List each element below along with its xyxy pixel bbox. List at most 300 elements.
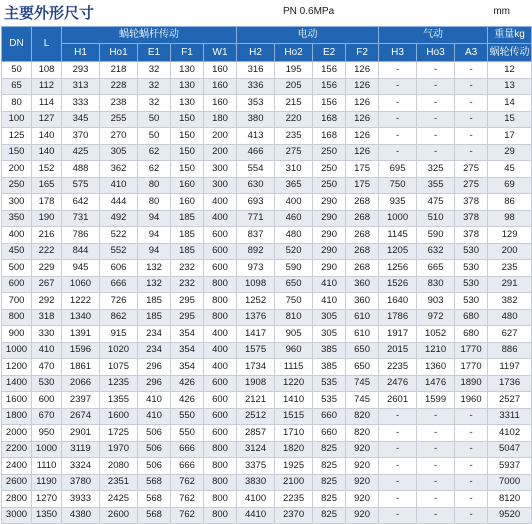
table-cell: 126 [346,62,379,79]
table-cell: 905 [275,326,313,343]
table-cell: 150 [2,144,32,161]
table-cell: 235 [488,260,532,277]
table-cell: 32 [138,78,171,95]
table-cell: 292 [32,293,62,310]
table-cell: 1417 [237,326,275,343]
table-cell: 195 [275,62,313,79]
table-cell: 255 [100,111,138,128]
table-cell: 488 [62,161,100,178]
table-cell: 275 [455,177,488,194]
table-cell: 1020 [100,342,138,359]
table-cell: - [417,144,455,161]
table-cell: 132 [138,276,171,293]
table-cell: 410 [313,276,346,293]
table-cell: 50 [138,111,171,128]
table-cell: 510 [417,210,455,227]
table-cell: 250 [2,177,32,194]
table-cell: 600 [204,392,237,409]
table-cell: 2601 [379,392,417,409]
table-cell: 1908 [237,375,275,392]
table-cell: 800 [204,293,237,310]
table-cell: 3375 [237,458,275,475]
table-cell: 300 [204,177,237,194]
table-cell: 1270 [32,491,62,508]
table-cell: - [417,111,455,128]
table-cell: 470 [32,359,62,376]
table-cell: 305 [313,309,346,326]
table-cell: 745 [346,375,379,392]
table-cell: 3780 [62,474,100,491]
table-cell: 650 [346,359,379,376]
table-cell: 108 [32,62,62,79]
table-cell: 3119 [62,441,100,458]
table-cell: 250 [313,161,346,178]
table-cell: 385 [313,359,346,376]
table-cell: 2235 [379,359,417,376]
table-cell: 310 [275,161,313,178]
table-cell: 234 [138,342,171,359]
table-cell: 94 [138,227,171,244]
table-cell: 506 [138,458,171,475]
table-cell: 2901 [62,425,100,442]
table-cell: 972 [417,309,455,326]
table-cell: 800 [2,309,32,326]
table-row [2,62,532,79]
table-cell: 354 [171,342,204,359]
table-cell: 590 [275,260,313,277]
table-cell: - [455,425,488,442]
table-cell: 522 [100,227,138,244]
table-cell: 568 [138,507,171,524]
table-cell: 2600 [2,474,32,491]
table-cell: 2425 [100,491,138,508]
table-cell: 665 [417,260,455,277]
table-cell: 1360 [417,359,455,376]
table-cell: 17 [488,128,532,145]
table-cell: 650 [346,342,379,359]
table-row [2,375,532,392]
table-cell: 1786 [379,309,417,326]
table-cell: 200 [204,128,237,145]
table-cell: 800 [204,441,237,458]
table-cell: 475 [417,194,455,211]
table-cell: 1000 [2,342,32,359]
table-cell: 385 [313,342,346,359]
table-cell: 1400 [2,375,32,392]
table-cell: 1200 [2,359,32,376]
table-cell: 425 [62,144,100,161]
table-cell: 222 [32,243,62,260]
table-cell: - [455,458,488,475]
table-cell: 50 [138,128,171,145]
table-row [2,243,532,260]
table-cell: 1197 [488,359,532,376]
pressure-rating: PN 0.6MPa [283,6,335,17]
table-cell: 126 [346,128,379,145]
table-cell: - [417,425,455,442]
table-cell: 2800 [2,491,32,508]
table-cell: 1210 [417,342,455,359]
table-cell: 2512 [237,408,275,425]
table-cell: 610 [346,309,379,326]
table-cell: 360 [346,293,379,310]
table-cell: 160 [171,177,204,194]
table-cell: 330 [32,326,62,343]
table-cell: 3933 [62,491,100,508]
table-cell: 200 [2,161,32,178]
table-cell: 1925 [275,458,313,475]
table-cell: 920 [346,507,379,524]
table-cell: 1060 [62,276,100,293]
table-cell: 150 [171,128,204,145]
table-cell: 1600 [100,408,138,425]
table-cell: - [379,441,417,458]
table-cell: 80 [138,177,171,194]
table-cell: 362 [100,161,138,178]
table-cell: 1075 [100,359,138,376]
table-cell: 4380 [62,507,100,524]
table-cell: 290 [313,243,346,260]
table-cell: 2400 [2,458,32,475]
table-cell: 552 [100,243,138,260]
table-cell: 293 [62,62,100,79]
table-cell: 365 [275,177,313,194]
table-row [2,326,532,343]
table-cell: 80 [138,194,171,211]
table-cell: 32 [138,62,171,79]
table-cell: 50 [2,62,32,79]
table-cell: 1970 [100,441,138,458]
table-cell: 378 [455,194,488,211]
table-cell: 3324 [62,458,100,475]
table-row [2,392,532,409]
table-cell: 4100 [237,491,275,508]
table-cell: 506 [138,425,171,442]
table-cell: 800 [204,474,237,491]
table-cell: 1000 [379,210,417,227]
table-cell: 5937 [488,458,532,475]
table-cell: 13 [488,78,532,95]
table-cell: 1710 [275,425,313,442]
table-cell: 275 [275,144,313,161]
table-cell: - [455,441,488,458]
table-row [2,309,532,326]
table-cell: 410 [138,392,171,409]
table-cell: - [379,425,417,442]
table-cell: 786 [62,227,100,244]
table-cell: 530 [32,375,62,392]
table-cell: 920 [346,458,379,475]
table-cell: 660 [313,425,346,442]
table-cell: 290 [313,227,346,244]
table-cell: 1098 [237,276,275,293]
table-cell: - [455,408,488,425]
table-cell: 410 [313,293,346,310]
table-cell: 12 [488,62,532,79]
table-cell: 353 [237,95,275,112]
subheader-cell: W1 [204,44,237,62]
table-cell: 1110 [32,458,62,475]
table-cell: 666 [100,276,138,293]
table-cell: 650 [275,276,313,293]
table-cell: 680 [455,309,488,326]
table-cell: 126 [346,95,379,112]
table-cell: 693 [237,194,275,211]
table-cell: 325 [417,161,455,178]
table-cell: 175 [346,177,379,194]
table-cell: 235 [275,128,313,145]
table-cell: 762 [171,474,204,491]
table-cell: 150 [171,161,204,178]
subheader-cell: 蜗轮传动 [488,44,532,62]
table-cell: 3830 [237,474,275,491]
table-cell: - [455,78,488,95]
table-cell: 410 [100,177,138,194]
table-cell: 1515 [275,408,313,425]
table-row [2,227,532,244]
table-cell: 1736 [488,375,532,392]
table-cell: 660 [313,408,346,425]
table-cell: 862 [100,309,138,326]
subheader-cell: H3 [379,44,417,62]
header-bar [0,0,512,26]
table-cell: 950 [32,425,62,442]
table-cell: 2476 [379,375,417,392]
table-cell: 215 [275,95,313,112]
table-cell: 229 [32,260,62,277]
table-cell: 2015 [379,342,417,359]
table-cell: 1526 [379,276,417,293]
table-row [2,441,532,458]
table-cell: 820 [346,425,379,442]
table-cell: 156 [313,95,346,112]
table-cell: 313 [62,78,100,95]
table-cell: - [417,458,455,475]
table-cell: 920 [346,474,379,491]
table-cell: - [417,62,455,79]
table-cell: - [417,128,455,145]
table-cell: 333 [62,95,100,112]
table-cell: 1256 [379,260,417,277]
subheader-cell: F1 [171,44,204,62]
table-cell: 114 [32,95,62,112]
table-cell: 228 [100,78,138,95]
table-cell: 600 [2,276,32,293]
table-cell: 666 [171,458,204,475]
table-cell: 156 [313,62,346,79]
table-cell: 1000 [32,441,62,458]
table-cell: 400 [2,227,32,244]
table-cell: 2200 [2,441,32,458]
table-cell: - [455,507,488,524]
table-cell: 2066 [62,375,100,392]
table-cell: - [455,491,488,508]
table-cell: - [455,111,488,128]
table-cell: - [417,408,455,425]
table-cell: 9520 [488,507,532,524]
table-cell: 935 [379,194,417,211]
table-cell: 400 [275,194,313,211]
table-cell: 825 [313,441,346,458]
table-cell: 205 [275,78,313,95]
table-cell: 830 [417,276,455,293]
table-cell: 140 [32,128,62,145]
table-cell: - [379,62,417,79]
table-cell: 700 [2,293,32,310]
table-cell: - [379,458,417,475]
table-cell: 345 [62,111,100,128]
table-cell: 232 [171,260,204,277]
table-cell: 268 [346,210,379,227]
table-cell: 680 [455,326,488,343]
table-row [2,95,532,112]
table-cell: 900 [2,326,32,343]
table-cell: 762 [171,507,204,524]
table-cell: 1600 [2,392,32,409]
table-cell: 380 [237,111,275,128]
table-row [2,276,532,293]
table-cell: 600 [204,243,237,260]
table-cell: 336 [237,78,275,95]
table-cell: 800 [204,276,237,293]
table-cell: 1596 [62,342,100,359]
table-cell: 886 [488,342,532,359]
table-cell: 290 [313,260,346,277]
table-cell: 400 [204,210,237,227]
table-cell: 800 [204,507,237,524]
table-cell: 800 [204,458,237,475]
table-cell: 600 [204,375,237,392]
table-row [2,359,532,376]
table-cell: 1861 [62,359,100,376]
table-cell: 920 [346,491,379,508]
table-cell: 232 [171,276,204,293]
table-cell: 450 [2,243,32,260]
table-cell: 771 [237,210,275,227]
table-cell: 837 [237,227,275,244]
table-cell: 100 [2,111,32,128]
table-cell: 1575 [237,342,275,359]
table-cell: 2000 [2,425,32,442]
table-cell: 126 [346,111,379,128]
table-cell: - [455,128,488,145]
table-cell: - [379,144,417,161]
header-weight: 重量kg [488,27,532,44]
header-electric: 电动 [237,27,379,44]
table-cell: 892 [237,243,275,260]
subheader-cell: Ho2 [275,44,313,62]
table-cell: 160 [171,194,204,211]
table-row [2,194,532,211]
table-cell: - [455,474,488,491]
table-row [2,425,532,442]
subheader-row [2,44,532,62]
subheader-cell: H1 [62,44,100,62]
table-cell: 130 [171,95,204,112]
table-cell: 600 [204,227,237,244]
table-cell: 156 [313,78,346,95]
dimensions-table [1,26,532,524]
table-cell: 267 [32,276,62,293]
table-cell: 382 [488,293,532,310]
table-body [2,62,532,524]
table-cell: 130 [171,78,204,95]
table-cell: 400 [204,194,237,211]
table-cell: 920 [346,441,379,458]
table-cell: 1340 [62,309,100,326]
table-cell: 413 [237,128,275,145]
table-row [2,507,532,524]
table-cell: 1220 [275,375,313,392]
table-cell: 130 [171,62,204,79]
table-cell: 568 [138,474,171,491]
table-row [2,111,532,128]
table-cell: 1235 [100,375,138,392]
table-cell: 45 [488,161,532,178]
table-cell: 1476 [417,375,455,392]
table-cell: 275 [455,161,488,178]
table-cell: 129 [488,227,532,244]
unit-label: mm [493,6,510,17]
table-cell: 1770 [455,359,488,376]
table-cell: 550 [171,425,204,442]
table-cell: 185 [138,293,171,310]
table-cell: 270 [100,128,138,145]
table-cell: 1960 [455,392,488,409]
table-cell: 2397 [62,392,100,409]
table-cell: 600 [204,260,237,277]
table-row [2,144,532,161]
table-cell: 126 [346,144,379,161]
table-cell: 1115 [275,359,313,376]
table-cell: 350 [2,210,32,227]
subheader-cell: H2 [237,44,275,62]
table-cell: 666 [171,441,204,458]
header-dn: DN [2,27,32,62]
table-cell: 410 [138,408,171,425]
table-cell: 568 [138,491,171,508]
table-row [2,491,532,508]
table-cell: 1145 [379,227,417,244]
table-cell: 630 [237,177,275,194]
table-cell: 185 [171,210,204,227]
table-cell: 426 [171,375,204,392]
table-cell: 530 [455,243,488,260]
table-cell: 305 [100,144,138,161]
table-cell: 520 [275,243,313,260]
table-cell: 355 [417,177,455,194]
header-pneumatic: 气动 [379,27,488,44]
table-cell: 250 [313,177,346,194]
table-row [2,342,532,359]
table-cell: 296 [138,359,171,376]
table-cell: - [455,144,488,161]
table-cell: 220 [275,111,313,128]
table-cell: 800 [204,491,237,508]
table-cell: 731 [62,210,100,227]
subheader-cell: E2 [313,44,346,62]
table-cell: 1190 [32,474,62,491]
table-cell: 86 [488,194,532,211]
table-cell: - [379,95,417,112]
table-cell: 606 [100,260,138,277]
table-cell: 160 [204,62,237,79]
table-cell: - [417,441,455,458]
subheader-cell: Ho1 [100,44,138,62]
table-cell: 370 [62,128,100,145]
table-cell: 190 [32,210,62,227]
table-cell: 426 [171,392,204,409]
